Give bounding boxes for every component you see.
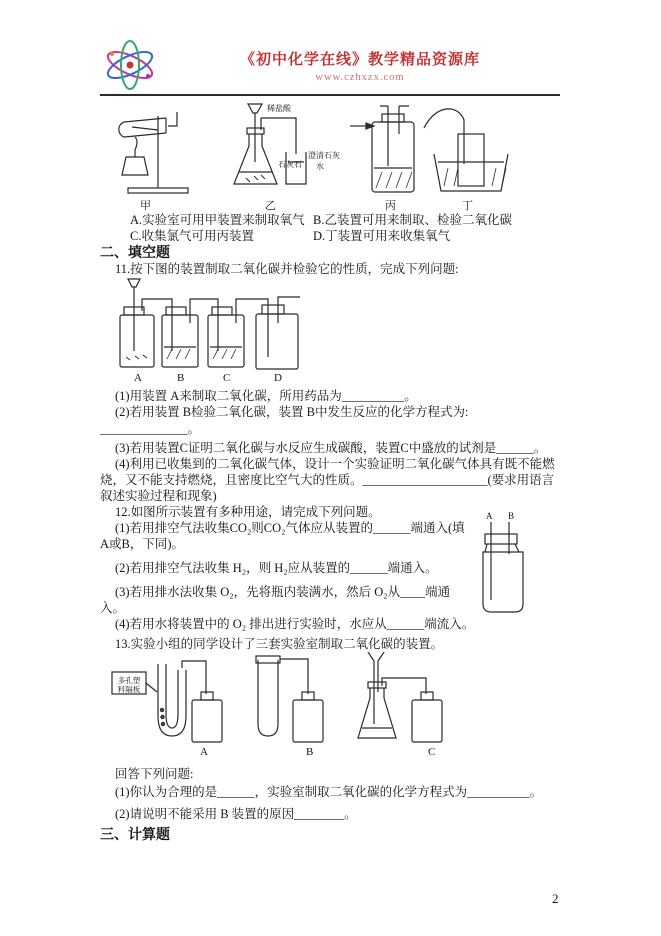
figure-label-jia: 甲 xyxy=(140,200,151,212)
page-number: 2 xyxy=(552,891,559,906)
q11-figure-label-b: B xyxy=(177,372,185,384)
option-row-ab xyxy=(100,212,560,228)
q13-figure-label-a: A xyxy=(200,746,208,758)
site-title: 《初中化学在线》教学精品资源库 xyxy=(239,52,480,68)
section-fill-heading: 二、填空题 xyxy=(100,246,170,261)
q11-figure-bottle-train xyxy=(112,277,307,385)
label-limestone: 石灰石 xyxy=(278,160,302,169)
q11-bottle-d-collector xyxy=(256,297,300,369)
q11-figure-label-d: D xyxy=(274,372,282,384)
q13-part1-text: (1)你认为合理的是______，实验室制取二氧化碳的化学方程式为__________。 xyxy=(115,785,543,799)
option-b: B.乙装置可用来制取、检验二氧化碳 xyxy=(313,213,512,227)
figure-label-yi: 乙 xyxy=(265,200,276,212)
q11-part1-text: (1)用装置 A来制取二氧化碳，所用药品为__________。 xyxy=(115,389,417,403)
q13-annotation-line2: 料隔板 xyxy=(117,685,141,694)
q12-figure-label-b: B xyxy=(508,511,515,521)
figure-label-ding: 丁 xyxy=(462,200,473,212)
q12-figure-multipurpose-bottle xyxy=(479,510,527,616)
section-calc-heading: 三、计算题 xyxy=(100,828,170,843)
q12-figure-label-a: A xyxy=(486,511,493,521)
q11-bottle-a-generator xyxy=(120,279,172,367)
q12-part3-text: (3)若用排水法收集 O₂，先将瓶内装满水，然后 O₂从____端通入。 xyxy=(100,585,451,615)
q13-setup-c-flask xyxy=(358,652,442,742)
q13-annotation-line1: 多孔塑 xyxy=(117,676,141,685)
apparatus-yi-flask-generator xyxy=(234,104,306,184)
page-header xyxy=(100,40,560,92)
option-a: A.实验室可用甲装置来制取氧气 xyxy=(130,213,305,227)
q13-figure-label-b: B xyxy=(306,746,314,758)
q11-part3-text: (3)若用装置C证明二氧化碳与水反应生成碳酸，装置C中盛放的试剂是______。 xyxy=(115,441,547,455)
q13-part2-text: (2)请说明不能采用 B 装置的原因________。 xyxy=(115,807,357,821)
header-text xyxy=(160,48,560,83)
q11-stem: 11.按下图的装置制取二氧化碳并检验它的性质，完成下列问题: xyxy=(115,262,459,276)
label-dilute-hcl: 稀盐酸 xyxy=(267,104,291,113)
q11-bottle-c-reagent xyxy=(208,299,268,367)
q12-part4-text: (4)若用水将装置中的 O₂ 排出进行实验时，水应从______端流入。 xyxy=(115,617,475,631)
q13-setup-b-testtube xyxy=(256,656,323,742)
apparatus-ding-water-trough xyxy=(424,109,508,191)
label-limewater-line1: 澄清石灰 xyxy=(308,151,340,160)
q11-bottle-b-limewater xyxy=(162,299,218,367)
q11-figure-label-a: A xyxy=(134,372,142,384)
atom-logo-icon xyxy=(102,40,158,90)
apparatus-bing-gas-washing-bottle xyxy=(350,106,414,192)
option-d: D.丁装置可用来收集氧气 xyxy=(313,229,451,243)
figure-label-bing: 丙 xyxy=(385,200,396,212)
option-c: C.收集氯气可用丙装置 xyxy=(130,229,254,243)
q13-stem: 13.实验小组的同学设计了三套实验室制取二氧化碳的装置。 xyxy=(115,637,444,651)
q11-part2-line2-blank: ______________。 xyxy=(100,422,201,436)
q12-bottle-body xyxy=(483,522,523,612)
q12-part1-text: (1)若用排空气法收集CO₂则CO₂气体应从装置的______端通入(填 A或B，下同)。 xyxy=(100,521,465,551)
q12-stem: 12.如图所示装置有多种用途，请完成下列问题。 xyxy=(115,505,381,519)
q11-figure-label-c: C xyxy=(223,372,231,384)
label-limewater-line2: 水 xyxy=(316,162,324,171)
q13-figure-label-c: C xyxy=(428,746,436,758)
site-url: www.czhxzx.com xyxy=(315,72,405,83)
apparatus-jia-stand-testtube-lamp xyxy=(119,112,188,193)
q13-setup-a-utube xyxy=(112,661,222,742)
q12-part2-text: (2)若用排空气法收集 H₂，则 H₂应从装置的______端通入。 xyxy=(115,561,438,575)
q13-answer-prompt: 回答下列问题: xyxy=(115,767,194,781)
q13-figure-three-setups xyxy=(110,652,495,760)
q11-part4-text: (4)利用已收集到的二氧化碳气体，设计一个实验证明二氧化碳气体具有既不能燃烧，又不能支持燃烧，且密度比空气大的性质。____________________(要求用语言叙述实验过程和现象) xyxy=(100,457,555,503)
header-divider xyxy=(100,94,560,96)
q11-part2-line1-text: (2)若用装置 B检验二氧化碳，装置 B中发生反应的化学方程式为: xyxy=(115,405,469,419)
option-row-cd xyxy=(100,228,560,244)
figure-apparatus-row xyxy=(102,100,522,212)
